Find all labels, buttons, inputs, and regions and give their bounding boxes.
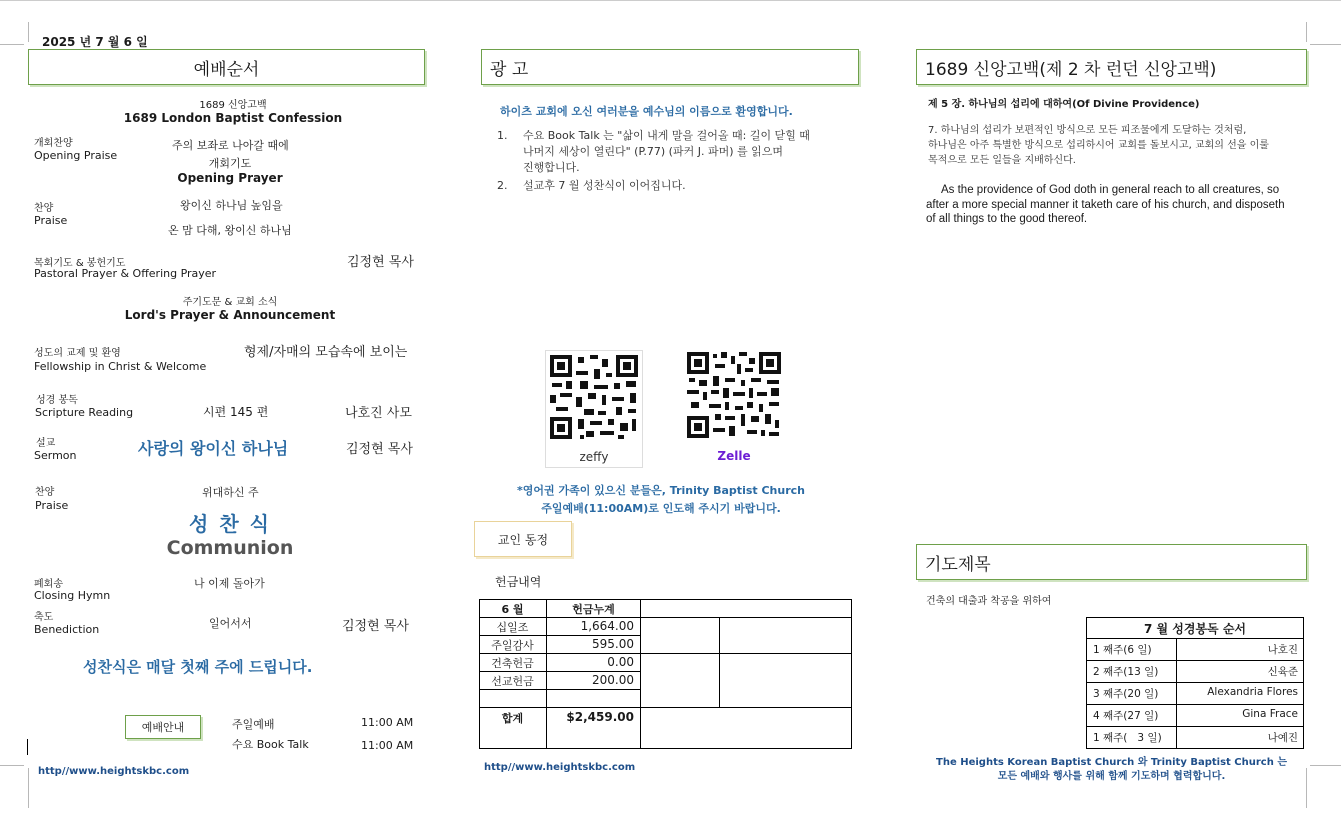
members-news-badge [474, 521, 572, 557]
closing-hymn-en: Closing Hymn [34, 589, 111, 602]
lords-prayer-block [100, 293, 360, 322]
sermon-ko: 설교 [36, 438, 56, 449]
lords-prayer-en: Lord's Prayer & Announcement [124, 308, 336, 322]
crop-mark [1310, 44, 1341, 45]
benediction-en: Benediction [34, 623, 100, 636]
offering-name-1: 십일조 [496, 621, 529, 634]
zeffy-qr[interactable] [545, 350, 643, 468]
zeffy-label: zeffy [579, 450, 609, 464]
confession-block [28, 96, 438, 125]
reading-week-5: 1 째주( 3 일) [1093, 732, 1162, 744]
confession-ko-line-1: 7. 하나님의 섭리가 보편적인 방식으로 모든 피조물에게 도달하는 것처럼, [928, 125, 1247, 136]
praise-ko: 찬양 [34, 203, 54, 214]
scripture-reference: 시편 145 편 [203, 405, 269, 419]
reading-name-4: Gina Frace [1242, 708, 1298, 720]
announcements-header [481, 49, 859, 85]
sermon-en: Sermon [34, 449, 77, 462]
confession-en-line-1: As the providence of God doth in general reach to all creatures, so [941, 184, 1280, 196]
reading-schedule-title: 7 월 성경봉독 순서 [1143, 622, 1247, 636]
closing-hymn-song: 나 이제 돌아가 [194, 577, 265, 590]
benediction-song: 일어서서 [209, 617, 252, 630]
partnership-line-1: The Heights Korean Baptist Church 와 Trinity Baptist Church 는 [936, 757, 1287, 768]
crop-mark [28, 768, 29, 808]
confession-en-line-3: of all things to the good thereof. [926, 213, 1088, 225]
announcements-title: 광 고 [490, 59, 529, 80]
service-time-2: 11:00 AM [361, 739, 414, 752]
zelle-qr-code [685, 350, 783, 442]
offering-amount-4: 200.00 [592, 673, 634, 687]
praise-en: Praise [34, 214, 68, 227]
offering-name-4: 선교헌금 [491, 675, 534, 688]
confession-ko-line-2: 하나님은 아주 특별한 방식으로 섭리하시어 교회를 돌보시고, 교회의 선을 이룰 [928, 140, 1269, 151]
communion-en: Communion [166, 537, 294, 559]
crop-mark [28, 22, 29, 42]
communion-block [130, 508, 330, 559]
announcement-2: 설교후 7 월 성찬식이 이어집니다. [523, 179, 686, 192]
scripture-ko: 성경 봉독 [36, 395, 78, 406]
announcement-1-line-1: 수요 Book Talk 는 "삶이 내게 말을 걸어올 때: 길이 닫힐 때 [523, 129, 810, 142]
prayer-header-title: 기도제목 [925, 554, 991, 575]
announcement-list: 1. 수요 Book Talk 는 "삶이 내게 말을 걸어올 때: 길이 닫힐 때 나머지 세상이 열린다" (P.77) (파커 J. 파머) 를 읽으며 진행합니다. 2. 설교후 7 월 성찬식이 이어집니다. [497, 129, 810, 192]
sermon-person: 김정현 목사 [346, 442, 413, 457]
communion-note: 성찬식은 매달 첫째 주에 드립니다. [83, 658, 313, 676]
confession-header [916, 49, 1307, 85]
opening-praise-ko: 개회찬양 [34, 138, 73, 149]
crop-mark [0, 765, 24, 766]
sermon-title: 사랑의 왕이신 하나님 [138, 439, 289, 458]
reading-name-2: 신육준 [1267, 666, 1298, 678]
confession-header-title: 1689 신앙고백(제 2 차 런던 신앙고백) [925, 59, 1217, 80]
cursor-mark [27, 739, 28, 755]
praise-song-1: 왕이신 하나님 높임을 [180, 199, 283, 212]
confession-ko-line-3: 목적으로 모든 일들을 지배하신다. [928, 155, 1076, 166]
reading-week-3: 3 째주(20 일) [1093, 688, 1159, 700]
pastoral-prayer-person: 김정현 목사 [347, 255, 414, 270]
confession-en-line-2: after a more special manner it taketh care of his church, and disposeth [926, 198, 1285, 211]
benediction-person: 김정현 목사 [342, 619, 409, 634]
service-name-2: 수요 Book Talk [232, 738, 309, 751]
reading-week-1: 1 째주(6 일) [1093, 644, 1152, 656]
confession-korean-text [928, 123, 1269, 168]
pastoral-prayer-ko: 목회기도 & 봉헌기도 [34, 258, 126, 269]
fellowship-ko: 성도의 교제 및 환영 [34, 348, 121, 359]
reading-week-4: 4 째주(27 일) [1093, 710, 1159, 722]
scripture-en: Scripture Reading [35, 406, 134, 419]
offering-title: 헌금내역 [495, 575, 542, 589]
praise2-song: 위대하신 주 [202, 486, 259, 499]
service-name-1: 주일예배 [232, 718, 275, 731]
bulletin-date: 2025 년 7 월 6 일 [42, 35, 148, 49]
offering-amount-2: 595.00 [592, 637, 634, 651]
english-service-note [481, 482, 841, 518]
zelle-qr[interactable] [685, 350, 783, 466]
order-of-worship-header [28, 49, 425, 85]
announcement-1-line-3: 진행합니다. [523, 161, 580, 174]
opening-praise-song: 주의 보좌로 나아갈 때에 [172, 139, 289, 152]
opening-prayer-block [130, 155, 330, 185]
confession-english-text [926, 183, 1306, 227]
partnership-footer [916, 756, 1307, 784]
prayer-header [916, 544, 1307, 580]
reading-name-5: 나예진 [1267, 732, 1298, 744]
opening-prayer-ko: 개회기도 [208, 157, 252, 170]
crop-mark [0, 44, 24, 45]
offering-name-3: 건축헌금 [491, 657, 534, 670]
order-of-worship-title: 예배순서 [193, 59, 260, 80]
communion-ko: 성 찬 식 [189, 512, 271, 536]
service-info-label: 예배안내 [141, 721, 185, 734]
prayer-item: 건축의 대출과 착공을 위하여 [926, 596, 1052, 607]
confession-chapter: 제 5 장. 하나님의 섭리에 대하여(Of Divine Providence) [928, 99, 1200, 110]
reading-week-2: 2 째주(13 일) [1093, 666, 1159, 678]
zeffy-qr-code [546, 351, 642, 443]
offering-amount-1: 1,664.00 [580, 619, 634, 633]
partnership-line-2: 모든 예배와 행사를 위해 함께 기도하며 협력합니다. [997, 771, 1226, 782]
offering-sum-value: $2,459.00 [566, 710, 634, 724]
offering-total-header: 헌금누계 [572, 603, 615, 616]
benediction-ko: 축도 [34, 612, 54, 623]
english-note-line-2: 주일예배(11:00AM)로 인도해 주시기 바랍니다. [541, 502, 781, 515]
confession-ko: 1689 신앙고백 [199, 100, 267, 111]
lords-prayer-ko: 주기도문 & 교회 소식 [182, 297, 278, 308]
reading-name-3: Alexandria Flores [1207, 686, 1298, 698]
service-info-badge [125, 715, 201, 739]
announcement-1-line-2: 나머지 세상이 열린다" (P.77) (파커 J. 파머) 를 읽으며 [523, 145, 783, 158]
zelle-label: Zelle [717, 449, 751, 463]
reading-name-1: 나호진 [1267, 644, 1298, 656]
pastoral-prayer-en: Pastoral Prayer & Offering Prayer [34, 267, 217, 280]
opening-prayer-en: Opening Prayer [177, 171, 283, 185]
welcome-message: 하이츠 교회에 오신 여러분을 예수님의 이름으로 환영합니다. [500, 105, 793, 118]
members-news-label: 교인 동정 [497, 532, 549, 547]
top-border [0, 0, 1341, 1]
opening-praise-en: Opening Praise [34, 149, 118, 162]
offering-month-header: 6 월 [501, 603, 524, 616]
reading-schedule-table [1086, 617, 1304, 749]
website-link-left[interactable]: http//www.heightskbc.com [38, 766, 190, 777]
offering-name-2: 주일감사 [491, 639, 534, 652]
service-time-1: 11:00 AM [361, 716, 414, 729]
offering-amount-3: 0.00 [607, 655, 634, 669]
website-link-middle[interactable]: http//www.heightskbc.com [484, 762, 636, 773]
scripture-person: 나호진 사모 [345, 406, 412, 421]
offering-sum-label: 합계 [501, 712, 524, 725]
offering-table [479, 599, 852, 749]
crop-mark [1306, 22, 1307, 42]
crop-mark [1310, 765, 1341, 766]
english-note-line-1: *영어권 가족이 있으신 분들은, Trinity Baptist Church [517, 484, 805, 497]
fellowship-note: 형제/자매의 모습속에 보이는 [244, 345, 408, 360]
praise-song-2: 온 맘 다해, 왕이신 하나님 [168, 224, 292, 237]
fellowship-en: Fellowship in Christ & Welcome [34, 360, 207, 373]
confession-en: 1689 London Baptist Confession [123, 111, 343, 125]
closing-hymn-ko: 폐회송 [34, 579, 63, 590]
praise2-en: Praise [35, 499, 69, 512]
praise2-ko: 찬양 [35, 487, 55, 498]
